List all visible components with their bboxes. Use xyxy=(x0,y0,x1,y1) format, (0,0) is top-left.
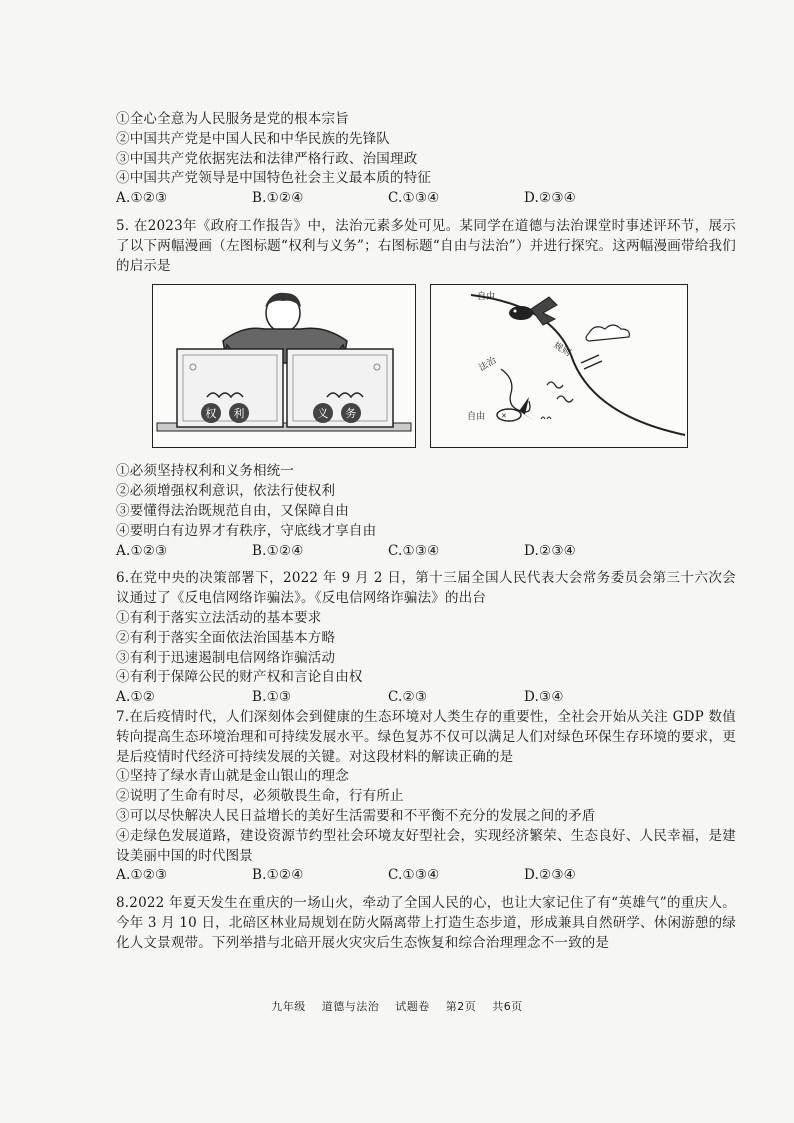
q5-stem: 5. 在2023年《政府工作报告》中，法治元素多处可见。某同学在道德与法治课堂时事述评环节，展示了以下两幅漫画（左图标题“权利与义务”；右图标题“自由与法治”）并进行探究。这两幅漫画带给我们的启示是 xyxy=(116,217,736,274)
q6-option-c[interactable]: C.②③ xyxy=(388,689,428,706)
footer-paper: 试题卷 xyxy=(395,1000,430,1013)
footer-total: 共6页 xyxy=(492,1000,523,1013)
q8-stem: 8.2022 年夏天发生在重庆的一场山火，牵动了全国人民的心，也让大家记住了有“英雄气”的重庆人。今年 3 月 10 日，北碚区林业局规划在防火隔离带上打造生态步道，形成兼具自然研学、休闲游憩的绿化人文景观带。下列举措与北碚开展火灾灾后生态恢复和综合治理理念不一致的是 xyxy=(116,895,736,951)
q4-options xyxy=(116,189,736,209)
page-footer xyxy=(0,998,794,1014)
q6-options xyxy=(116,688,736,708)
label-edge: 规则 xyxy=(551,341,573,360)
q5-option-d[interactable]: D.②③④ xyxy=(524,542,576,559)
q7-item-1: ①坚持了绿水青山就是金山银山的理念 xyxy=(116,768,349,785)
q5-item-3: ③要懂得法治既规范自由，又保障自由 xyxy=(116,502,349,519)
q4-option-d[interactable]: D.②③④ xyxy=(524,190,576,207)
q5-item-1: ①必须坚持权利和义务相统一 xyxy=(116,463,295,480)
q4-item-1: ①全心全意为人民服务是党的根本宗旨 xyxy=(116,111,349,127)
page-content xyxy=(116,110,736,954)
q7-item-3: ③可以尽快解决人民日益增长的美好生活需要和不平衡不充分的发展之间的矛盾 xyxy=(116,807,596,824)
q4-item-4: ④中国共产党领导是中国特色社会主义最本质的特征 xyxy=(116,170,432,187)
cartoon-rights-duties xyxy=(152,284,416,448)
label-wu: 务 xyxy=(345,407,357,421)
q7-option-d[interactable]: D.②③④ xyxy=(524,867,576,884)
q6-item-2: ②有利于落实全面依法治国基本方略 xyxy=(116,629,336,646)
q4-item-3: ③中国共产党依据宪法和法律严格行政、治国理政 xyxy=(116,150,418,167)
cartoon-freedom-law-drawing xyxy=(431,285,687,447)
q6-option-d[interactable]: D.③④ xyxy=(524,689,564,706)
q5-option-b[interactable]: B.①②④ xyxy=(252,542,304,559)
label-freedom-bottom: 自由 xyxy=(467,412,486,423)
cartoon-freedom-law xyxy=(430,284,688,448)
footer-page: 第2页 xyxy=(445,1000,477,1013)
q6-option-b[interactable]: B.①③ xyxy=(252,689,292,706)
label-freedom-top: 自由 xyxy=(477,292,496,303)
footer-grade: 九年级 xyxy=(271,1000,306,1013)
q4-option-a[interactable]: A.①②③ xyxy=(116,190,168,207)
q7-options xyxy=(116,866,736,886)
q6-stem: 6.在党中央的决策部署下，2022 年 9 月 2 日，第十三届全国人民代表大会常务委员会第三十六次会议通过了《反电信网络诈骗法》。《反电信网络诈骗法》的出台 xyxy=(116,570,736,607)
q6-item-1: ①有利于落实立法活动的基本要求 xyxy=(116,609,322,626)
question-5 xyxy=(116,217,736,561)
q4-option-b[interactable]: B.①②④ xyxy=(252,190,304,207)
q6-option-a[interactable]: A.①② xyxy=(116,689,156,706)
question-4-items xyxy=(116,110,736,209)
q6-item-4: ④有利于保障公民的财产权和言论自由权 xyxy=(116,669,363,686)
cartoon-rights-duties-drawing xyxy=(153,285,415,447)
q6-item-3: ③有利于迅速遏制电信网络诈骗活动 xyxy=(116,649,336,666)
q7-item-4: ④走绿色发展道路，建设资源节约型社会环境友好型社会，实现经济繁荣、生态良好、人民幸福，是建设美丽中国的时代图景 xyxy=(116,827,736,864)
label-li: 利 xyxy=(233,407,245,421)
footer-subject: 道德与法治 xyxy=(321,1000,380,1013)
q5-item-2: ②必须增强权利意识，依法行使权利 xyxy=(116,483,336,500)
q7-option-c[interactable]: C.①③④ xyxy=(388,867,440,884)
q7-option-b[interactable]: B.①②④ xyxy=(252,867,304,884)
question-7 xyxy=(116,708,736,886)
q5-option-a[interactable]: A.①②③ xyxy=(116,542,168,559)
question-8 xyxy=(116,894,736,953)
q4-item-2: ②中国共产党是中国人民和中华民族的先锋队 xyxy=(116,130,390,147)
label-law: 法治 xyxy=(477,356,499,374)
svg-text:✕: ✕ xyxy=(501,412,508,421)
question-6 xyxy=(116,569,736,708)
q4-option-c[interactable]: C.①③④ xyxy=(388,190,440,207)
q5-options xyxy=(116,542,736,562)
q5-option-c[interactable]: C.①③④ xyxy=(388,542,440,559)
q7-option-a[interactable]: A.①②③ xyxy=(116,867,168,884)
q5-item-4: ④要明白有边界才有秩序，守底线才享自由 xyxy=(116,522,377,539)
label-quan: 权 xyxy=(205,407,217,421)
q5-cartoons xyxy=(116,284,736,456)
label-yi: 义 xyxy=(317,407,329,421)
q7-item-2: ②说明了生命有时尽，必须敬畏生命，行有所止 xyxy=(116,788,404,805)
q7-stem: 7.在后疫情时代，人们深刻体会到健康的生态环境对人类生存的重要性，全社会开始从关注 GDP 数值转向提高生态环境治理和可持续发展水平。绿色复苏不仅可以满足人们对绿色环保生存环境的要求，更是后疫情时代经济可持续发展的关键。对这段材料的解读正确的是 xyxy=(116,708,736,765)
